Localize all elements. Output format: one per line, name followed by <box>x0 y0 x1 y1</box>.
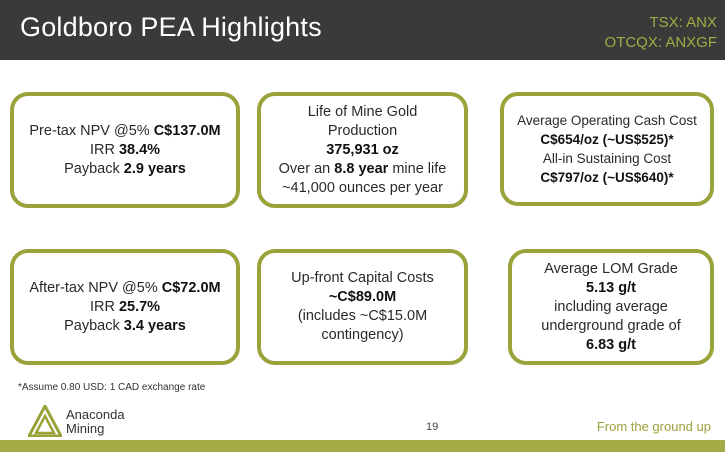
capex-box <box>257 249 468 365</box>
lom-per-year: ~41,000 ounces per year <box>282 179 443 196</box>
aftertax-payback-line <box>64 317 186 336</box>
exchange-rate-footnote: *Assume 0.80 USD: 1 CAD exchange rate <box>18 382 206 393</box>
lom-heading-2: Production <box>327 122 398 139</box>
capex-includes-1: (includes ~C$15.0M <box>297 308 428 324</box>
aisc-label: All-in Sustaining Cost <box>542 151 672 166</box>
lom-ounces: 375,931 oz <box>326 141 399 158</box>
aisc-value: C$797/oz (~US$640)* <box>540 170 674 185</box>
aftertax-payback-label: Payback <box>64 317 124 334</box>
grade-box <box>508 249 714 365</box>
company-logo-text <box>66 408 125 436</box>
capex-includes-2: contingency) <box>321 327 404 343</box>
pretax-irr-label: IRR <box>89 141 119 158</box>
slide-header <box>0 0 725 60</box>
aftertax-irr-label: IRR <box>89 298 119 315</box>
aftertax-npv-value: C$72.0M <box>161 279 221 296</box>
aftertax-npv-box <box>10 249 240 365</box>
aftertax-irr-value: 25.7% <box>118 298 161 315</box>
grade-value: 5.13 g/t <box>586 279 636 296</box>
pretax-irr-line <box>90 141 160 160</box>
lom-life-value: 8.8 year <box>334 160 389 177</box>
triangle-logo-icon <box>28 405 62 437</box>
lom-heading-1: Life of Mine Gold <box>307 103 418 120</box>
tagline: From the ground up <box>596 419 711 434</box>
aftertax-npv-label: After-tax NPV @5% <box>29 279 162 296</box>
pretax-npv-value: C$137.0M <box>153 122 221 139</box>
page-number: 19 <box>426 421 439 433</box>
lom-life-line <box>279 160 447 179</box>
pretax-npv-line <box>29 122 220 141</box>
logo-line-1: Anaconda <box>66 407 125 422</box>
capex-heading: Up-front Capital Costs <box>291 270 434 286</box>
pretax-payback-label: Payback <box>64 160 124 177</box>
pretax-irr-value: 38.4% <box>118 141 161 158</box>
op-cost-value: C$654/oz (~US$525)* <box>540 132 674 147</box>
cash-cost-box <box>500 92 714 206</box>
aftertax-payback-value: 3.4 years <box>123 317 186 334</box>
pretax-npv-label: Pre-tax NPV @5% <box>29 122 154 139</box>
grade-line-2: underground grade of <box>541 317 681 334</box>
op-cost-label: Average Operating Cash Cost <box>517 113 697 128</box>
capex-value: ~C$89.0M <box>328 289 397 305</box>
slide-title: Goldboro PEA Highlights <box>20 12 322 42</box>
grade-heading: Average LOM Grade <box>544 260 678 277</box>
pretax-payback-value: 2.9 years <box>123 160 186 177</box>
pretax-npv-box <box>10 92 240 208</box>
footer-bar <box>0 440 725 452</box>
grade-ug-value: 6.83 g/t <box>586 336 636 353</box>
pretax-payback-line <box>64 160 186 179</box>
grade-line-1: including average <box>554 298 668 315</box>
aftertax-irr-line <box>90 298 160 317</box>
ticker-otcqx: OTCQX: ANXGF <box>604 34 717 51</box>
logo-line-2: Mining <box>66 421 105 436</box>
lom-life-pre: Over an <box>278 160 335 177</box>
lom-gold-box <box>257 92 468 208</box>
aftertax-npv-line <box>29 279 220 298</box>
ticker-tsx: TSX: ANX <box>649 14 717 31</box>
lom-life-post: mine life <box>388 160 447 177</box>
